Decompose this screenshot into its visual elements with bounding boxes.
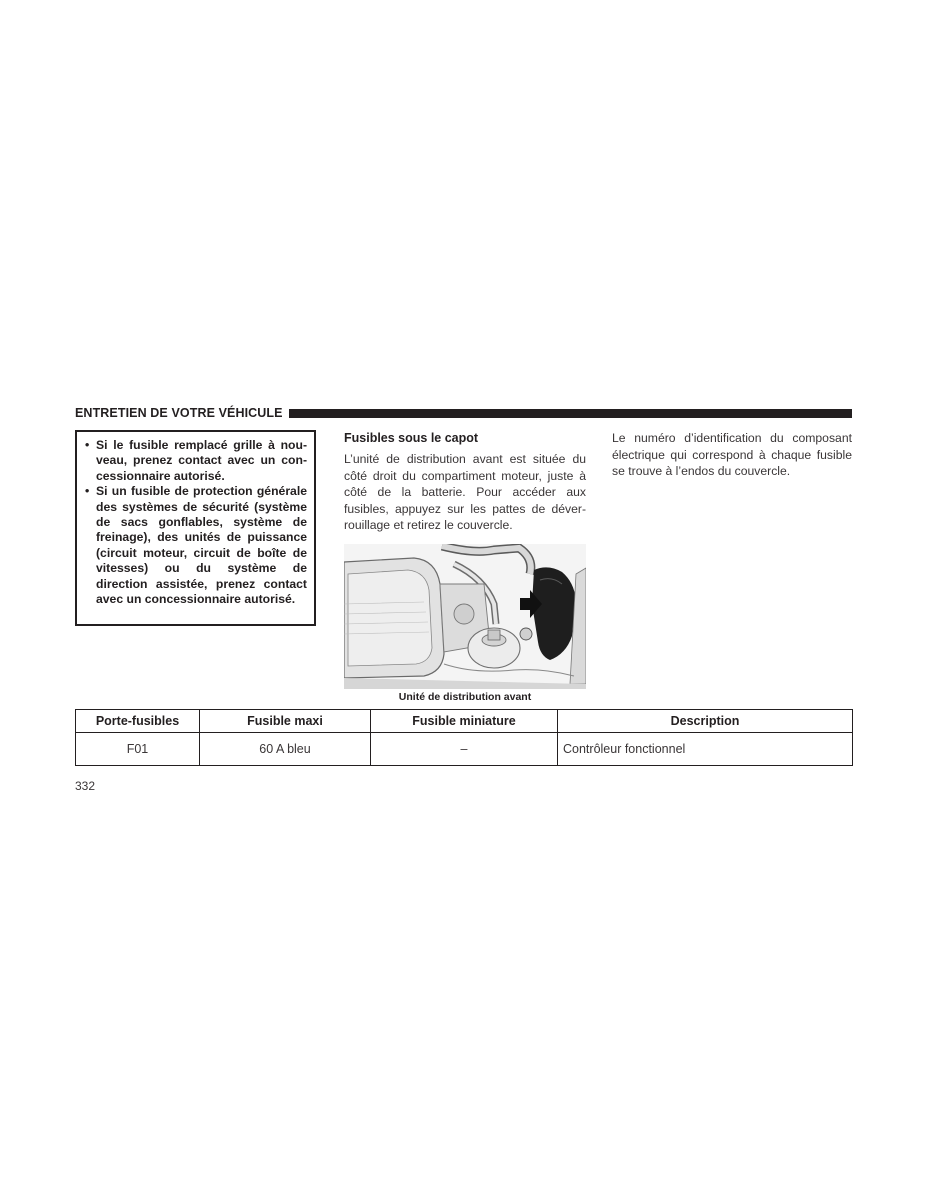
warning-item bbox=[85, 438, 307, 484]
figure-caption: Unité de distribution avant bbox=[398, 691, 532, 703]
cell-maxi-fuse: 60 A bleu bbox=[200, 733, 371, 766]
cell-fuse-holder: F01 bbox=[76, 733, 200, 766]
section-title: ENTRETIEN DE VOTRE VÉHICULE bbox=[75, 406, 283, 420]
column-header-maxi-fuse: Fusible maxi bbox=[200, 710, 371, 733]
column-header-mini-fuse: Fusible miniature bbox=[371, 710, 558, 733]
warning-box bbox=[75, 430, 316, 626]
warning-text: Si le fusible remplacé grille à nouveau, prenez contact avec un concessionnaire autorisé. bbox=[96, 438, 307, 483]
header-rule bbox=[289, 409, 852, 418]
subheading-underhood-fuses: Fusibles sous le capot bbox=[344, 431, 479, 445]
table-header-row bbox=[76, 710, 853, 733]
underhood-paragraph: L’unité de distribution avant est située du côté droit du compartiment moteur, juste à côté de la batterie. Pour accéder aux fusibles, appuyez sur les pattes de déverrouillage et retirez le couvercle. bbox=[344, 452, 586, 533]
cell-description: Contrôleur fonctionnel bbox=[558, 733, 853, 766]
warning-item bbox=[85, 484, 307, 607]
bullet-icon: • bbox=[85, 438, 90, 452]
column-header-description: Description bbox=[558, 710, 853, 733]
warning-text: Si un fusible de protection générale des systèmes de sécurité (système de sacs gonflables, système de freinage), des unités de puissance (circuit moteur, circuit de boîte de vitesses) ou du système de direction assistée, prenez contact avec un concessionnaire autorisé. bbox=[96, 484, 307, 607]
engine-bay-photo bbox=[344, 544, 586, 689]
fuse-table bbox=[75, 709, 853, 766]
table-row bbox=[76, 733, 853, 766]
cell-mini-fuse: – bbox=[371, 733, 558, 766]
column-header-fuse-holder: Porte-fusibles bbox=[76, 710, 200, 733]
section-header bbox=[75, 405, 852, 421]
middle-column bbox=[344, 430, 586, 534]
bullet-icon: • bbox=[85, 484, 90, 499]
warning-list bbox=[85, 438, 307, 607]
page-number: 332 bbox=[75, 779, 96, 793]
cover-id-paragraph: Le numéro d’identification du composant électrique qui correspond à chaque fusible se trouve à l’endos du couvercle. bbox=[612, 431, 852, 479]
right-column bbox=[612, 430, 852, 480]
